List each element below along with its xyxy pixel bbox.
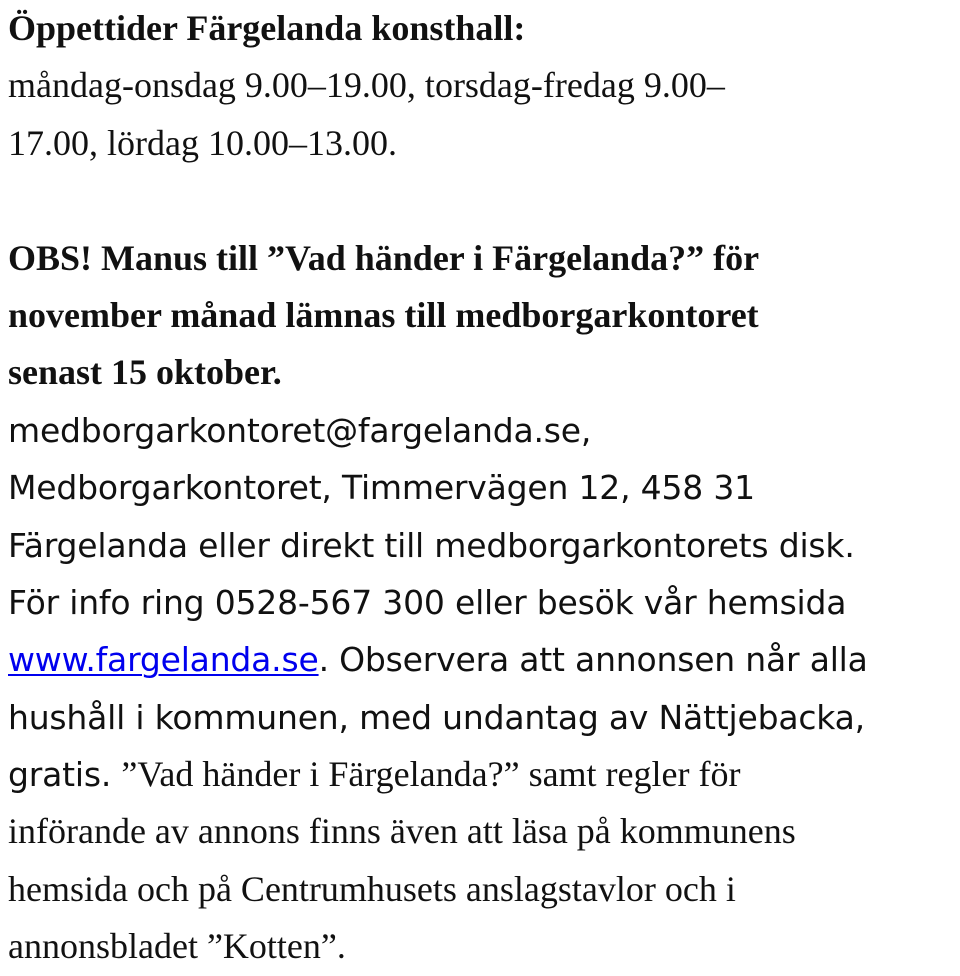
notice-line-3: senast 15 oktober. — [8, 352, 282, 393]
address-line-2: Färgelanda eller direkt till medborgarkontorets disk. — [8, 525, 855, 565]
website-line — [8, 631, 958, 688]
final-line-3: annonsbladet ”Kotten”. — [8, 926, 346, 967]
address-line-1: Medborgarkontoret, Timmervägen 12, 458 31 — [8, 468, 755, 508]
email-line: medborgarkontoret@fargelanda.se, — [8, 410, 592, 450]
address-line-3: För info ring 0528-567 300 eller besök vår hemsida — [8, 582, 847, 622]
gratis-text: gratis. — [8, 755, 122, 795]
households-line: hushåll i kommunen, med undantag av Nättjebacka, — [8, 697, 865, 737]
gratis-quote-text: ”Vad händer i Färgelanda?” samt regler för — [121, 754, 741, 795]
hours-title: Öppettider Färgelanda konsthall: — [8, 8, 526, 48]
final-line-2: hemsida och på Centrumhusets anslagstavlor och i — [8, 868, 736, 909]
document-page — [8, 0, 958, 976]
hours-line-1: måndag-onsdag 9.00–19.00, torsdag-fredag 9.00– — [8, 65, 725, 106]
paragraph-spacer — [8, 172, 958, 229]
website-link[interactable]: www.fargelanda.se — [8, 640, 319, 680]
website-line-text: . Observera att annonsen når alla — [318, 640, 868, 680]
notice-line-1: OBS! Manus till ”Vad händer i Färgelanda?” för — [8, 237, 760, 278]
hours-line-2: 17.00, lördag 10.00–13.00. — [8, 122, 397, 163]
gratis-line — [8, 746, 958, 803]
notice-line-2: november månad lämnas till medborgarkontoret — [8, 294, 759, 335]
final-line-1: införande av annons finns även att läsa på kommunens — [8, 811, 796, 852]
